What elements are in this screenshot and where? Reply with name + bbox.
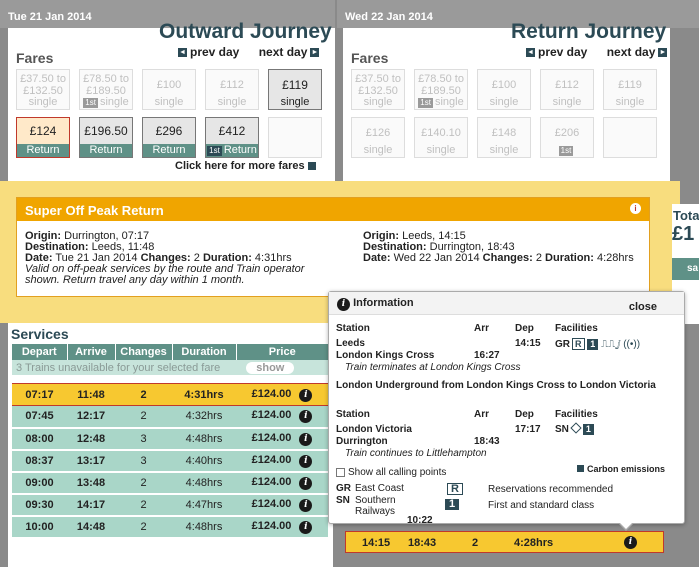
outward-fare-1[interactable]: £37.50 to £132.50 single [16, 69, 70, 110]
return-fare-7[interactable]: £140.10 single [414, 117, 468, 158]
leg1-from: Leeds [336, 338, 365, 349]
reservation-icon: R [572, 338, 585, 350]
outward-return-fare-1[interactable]: £124 Return [16, 117, 70, 158]
return-fare-5[interactable]: £119 single [603, 69, 657, 110]
ticket-card [16, 197, 650, 297]
return-title: Return Journey [511, 20, 667, 43]
service-row[interactable]: 10:00 14:48 2 4:48hrs £124.00 i [12, 516, 328, 538]
service-row[interactable]: 08:37 13:17 3 4:40hrs £124.00 i [12, 450, 328, 472]
outward-prev-day[interactable]: prev day [190, 45, 240, 59]
services-title: Services [11, 326, 69, 342]
ticket-header [17, 198, 649, 221]
info-icon[interactable]: i [299, 477, 312, 490]
return-prev-day[interactable]: prev day [538, 45, 588, 59]
ticket-info-icon[interactable]: i [630, 203, 641, 214]
first-class-icon: 1 [587, 339, 598, 350]
info-icon[interactable]: i [299, 499, 312, 512]
outward-day-nav [175, 45, 322, 59]
carbon-emissions-link[interactable]: Carbon emissions [577, 464, 665, 475]
return-fare-1[interactable]: £37.50 to £132.50 single [351, 69, 405, 110]
facilities-icons: ⎍⎍ⅉ ((•)) [601, 339, 641, 350]
outward-panel [8, 20, 335, 181]
ticket-validity-note: Valid on off-peak services by the route and Train operator shown. Return travel any day within 1 month. [25, 263, 305, 286]
outward-date: Tue 21 Jan 2014 [8, 11, 92, 23]
popup-pointer-inner [619, 522, 633, 529]
service-row[interactable]: 08:00 12:48 3 4:48hrs £124.00 i [12, 428, 328, 450]
diamond-icon [570, 422, 581, 433]
more-fares-arrow-icon [308, 162, 316, 170]
leg1-to: London Kings Cross [336, 350, 435, 361]
info-icon[interactable]: i [299, 410, 312, 423]
return-date: Wed 22 Jan 2014 [345, 11, 433, 23]
outward-fare-2[interactable]: £78.50 to £189.50 1st single [79, 69, 133, 110]
return-fare-empty [603, 117, 657, 158]
ticket-title: Super Off Peak Return [25, 203, 164, 218]
return-fares-heading: Fares [351, 50, 389, 66]
service-row[interactable]: 07:17 11:48 2 4:31hrs £124.00 i [12, 384, 328, 406]
more-fares-link[interactable]: Click here for more fares [175, 160, 316, 172]
outward-fare-3[interactable]: £100 single [142, 69, 196, 110]
leg2-facilities: SN 1 [555, 424, 594, 435]
calling-points-toggle[interactable]: Show all calling points [336, 467, 446, 478]
return-fare-4[interactable]: £112 single [540, 69, 594, 110]
outward-return-fare-empty [268, 117, 322, 158]
leg2-from: London Victoria [336, 424, 412, 435]
popup-close-button[interactable]: close [628, 301, 657, 313]
first-class-icon: 1 [583, 424, 594, 435]
return-fare-2[interactable]: £78.50 to £189.50 1st single [414, 69, 468, 110]
information-popup: i Information close Station Arr Dep Facilities Leeds 14:15 GR R 1 ⎍⎍ⅉ ((•)) London Kings Cross 16:27 Train terminates at London Kings Cross London Underground from London Kings Cross to London Victoria Station Arr Dep Facilities London Victoria 17:17 SN 1 Durrington 18:43 Train continues to Littlehampton Show all calling points Carbon emissions GR East Coast SN Southern Railways R Reservations recommended 1 First and standard class 10:22 [328, 291, 685, 524]
outward-fare-5[interactable]: £119 single [268, 69, 322, 110]
return-day-nav [523, 45, 670, 59]
services-rows [12, 383, 328, 539]
services-table [12, 344, 328, 377]
prev-arrow-icon[interactable]: ◄ [527, 49, 534, 57]
leg1-facilities: GR R 1 ⎍⎍ⅉ ((•)) [555, 339, 641, 350]
ticket-return-info: Origin: Leeds, 14:15 Destination: Durrington, 18:43 Date: Wed 22 Jan 2014 Changes: 2 Duration: 4:28hrs [363, 230, 634, 264]
service-row[interactable]: 09:30 14:17 2 4:47hrs £124.00 i [12, 494, 328, 516]
services-panel [8, 323, 333, 567]
return-fare-8[interactable]: £148 single [477, 117, 531, 158]
service-row[interactable]: 09:00 13:48 2 4:48hrs £124.00 i [12, 472, 328, 494]
outward-fare-4[interactable]: £112 single [205, 69, 259, 110]
underground-transfer: London Underground from London Kings Cross to London Victoria [336, 380, 656, 391]
return-next-day[interactable]: next day [606, 45, 656, 59]
info-icon[interactable]: i [624, 536, 637, 549]
return-fare-6[interactable]: £126 single [351, 117, 405, 158]
calling-points-checkbox[interactable] [336, 468, 345, 477]
next-arrow-icon[interactable]: ► [659, 49, 667, 57]
return-panel [343, 20, 670, 181]
prev-arrow-icon[interactable]: ◄ [179, 49, 186, 57]
info-icon[interactable]: i [299, 389, 312, 402]
next-arrow-icon[interactable]: ► [311, 49, 319, 57]
ticket-outward-info: Origin: Durrington, 07:17 Destination: Leeds, 11:48 Date: Tue 21 Jan 2014 Changes: 2 Duration: 4:31hrs Valid on off-peak services by the route and Train operator shown. Return travel any day within 1 month. [25, 230, 305, 286]
service-row[interactable]: 07:45 12:17 2 4:32hrs £124.00 i [12, 406, 328, 428]
first-class-key-icon: 1 [445, 499, 459, 510]
leg2-to: Durrington [336, 436, 388, 447]
info-icon: i [337, 298, 350, 311]
return-selected-row[interactable]: 14:15 18:43 2 4:28hrs i [345, 531, 664, 553]
outward-title: Outward Journey [159, 20, 332, 43]
total-panel: Tota £1 sa [672, 204, 699, 324]
carbon-arrow-icon [577, 465, 584, 472]
outward-fares-heading: Fares [16, 50, 54, 66]
total-button[interactable]: sa [672, 258, 699, 280]
unavailable-row: 3 Trains unavailable for your selected fare show [12, 360, 328, 376]
show-unavailable-button[interactable]: show [246, 362, 294, 374]
outward-return-fare-2[interactable]: £196.50 Return [79, 117, 133, 158]
info-icon[interactable]: i [299, 433, 312, 446]
return-fare-3[interactable]: £100 single [477, 69, 531, 110]
reservation-key-icon: R [447, 483, 463, 495]
outward-return-fare-4[interactable]: £412 1st Return [205, 117, 259, 158]
info-icon[interactable]: i [299, 455, 312, 468]
outward-next-day[interactable]: next day [258, 45, 308, 59]
outward-return-fare-3[interactable]: £296 Return [142, 117, 196, 158]
popup-title: Information [353, 297, 414, 309]
info-icon[interactable]: i [299, 521, 312, 534]
services-header-row: Depart Arrive Changes Duration Price [12, 344, 328, 360]
return-fare-9[interactable]: £206 1st [540, 117, 594, 158]
